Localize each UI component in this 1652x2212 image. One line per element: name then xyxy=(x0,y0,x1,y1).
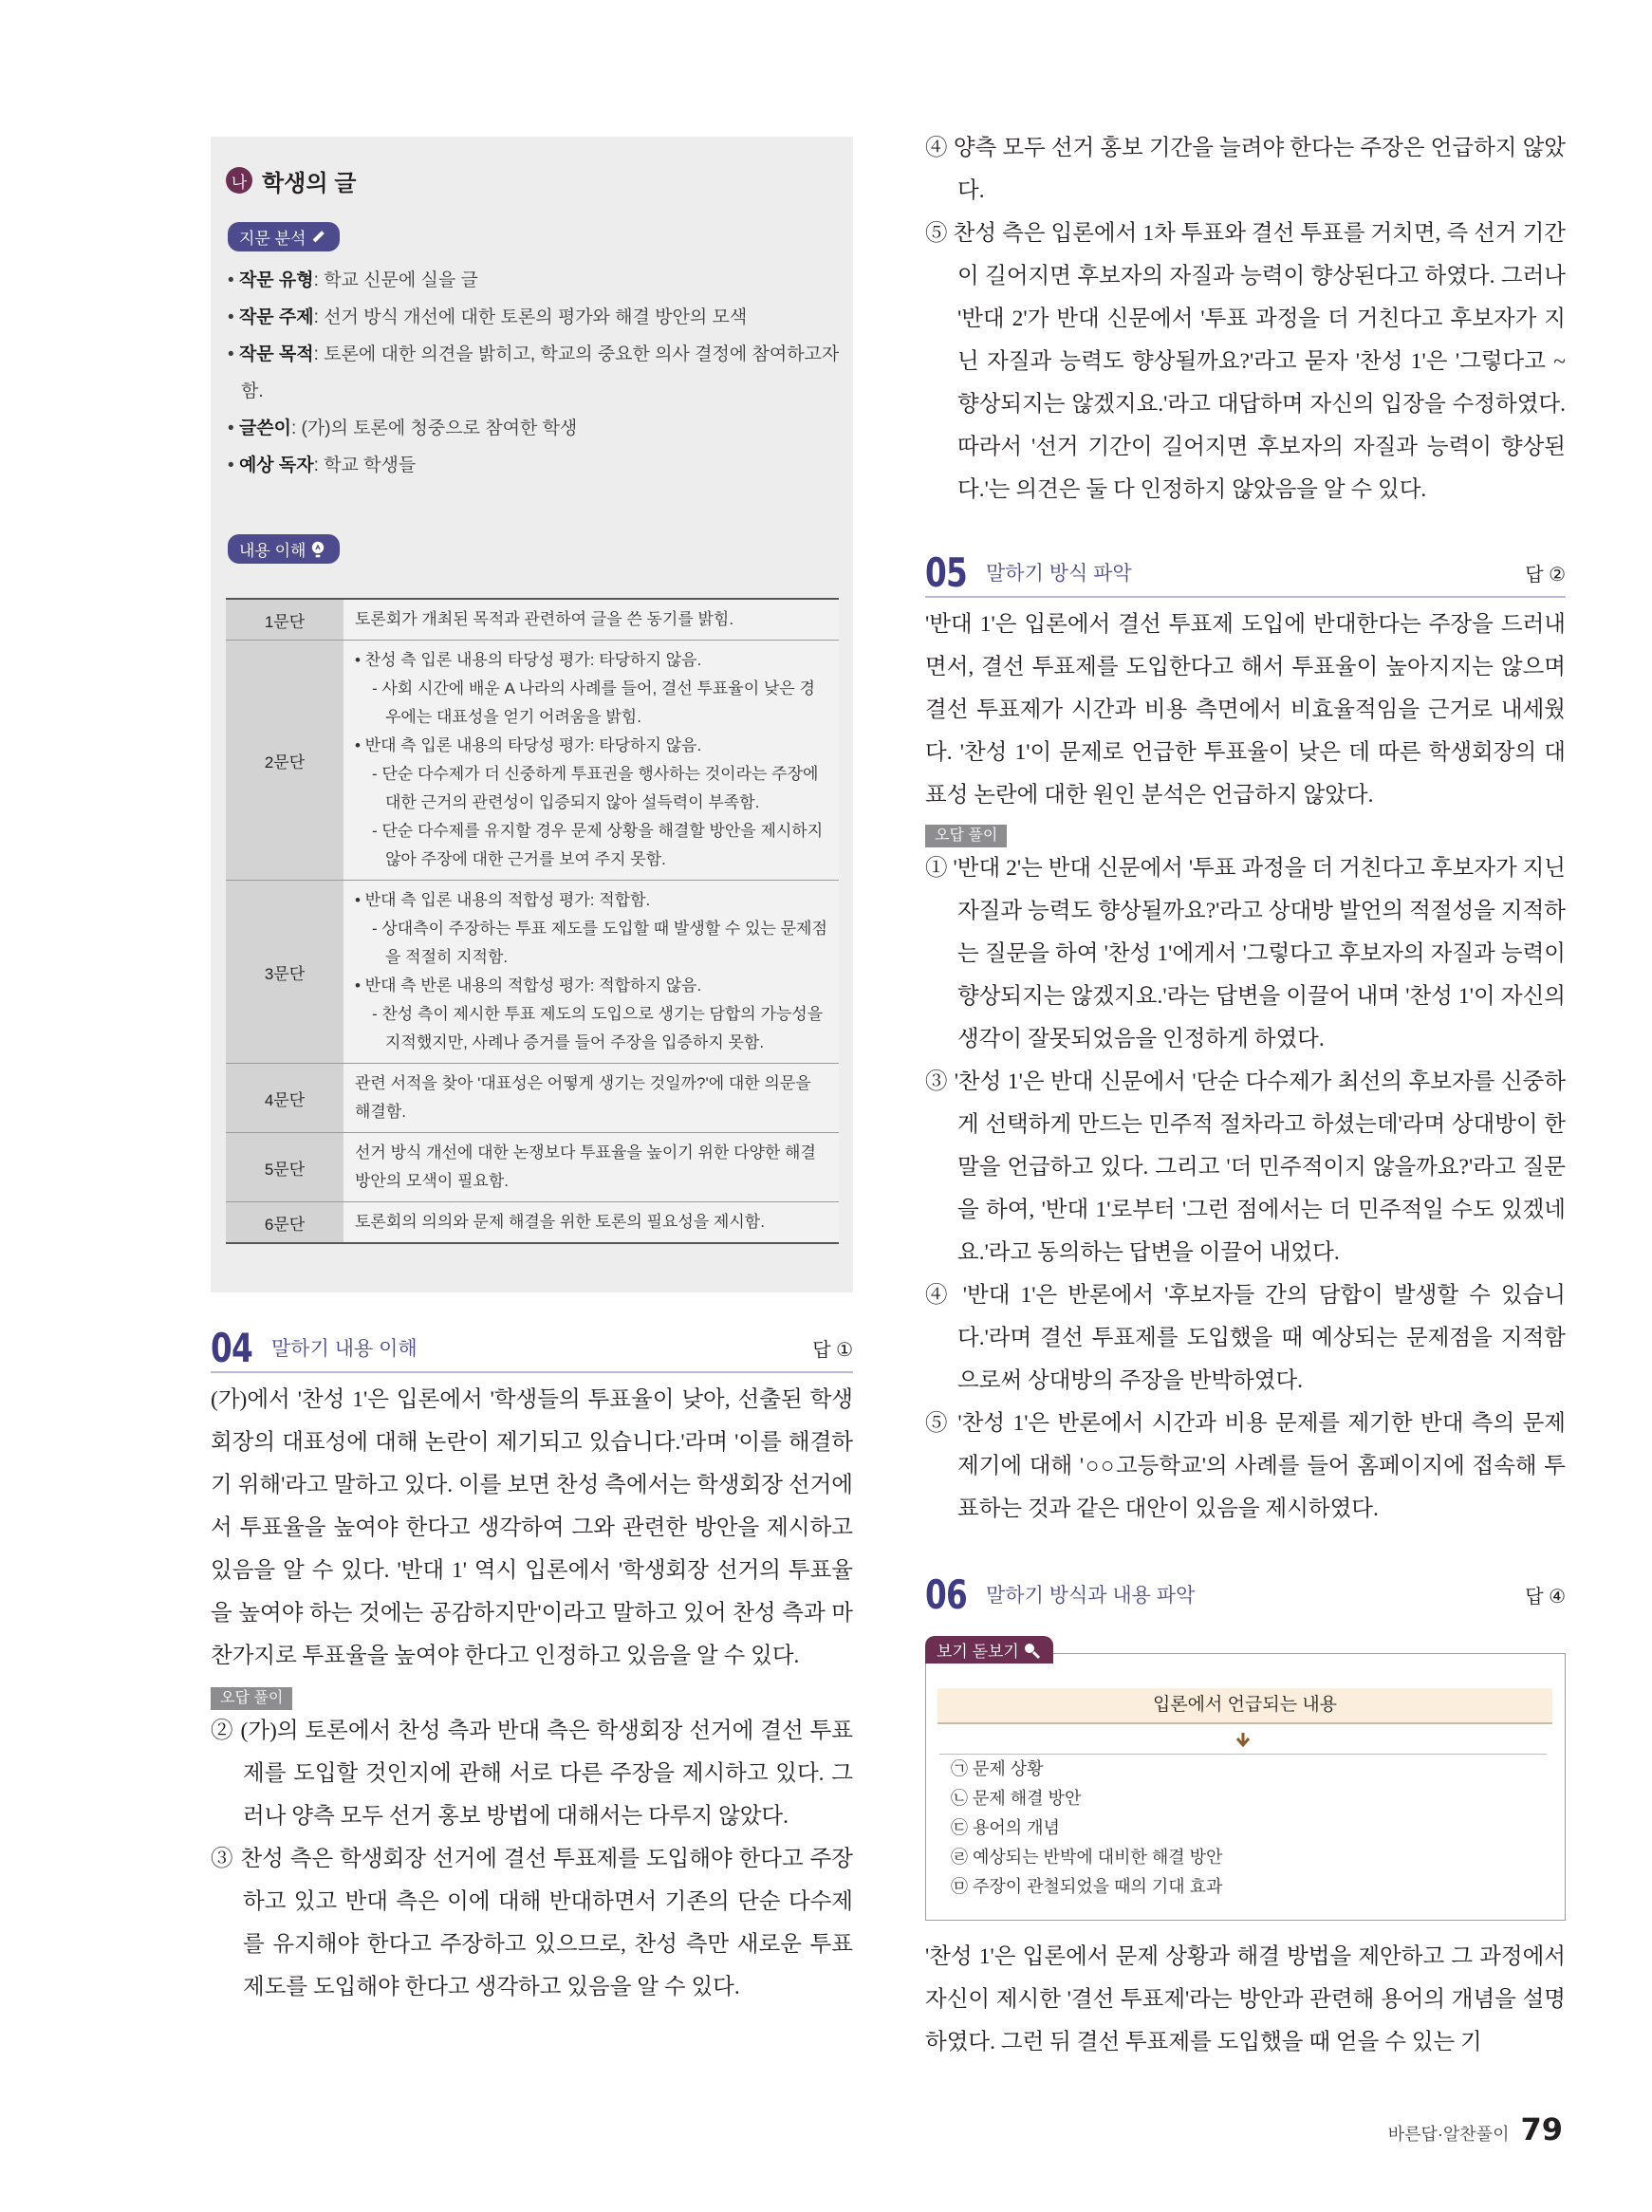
summary-label: 글쓴이 xyxy=(238,418,291,438)
header-rule xyxy=(211,1371,853,1373)
table-row xyxy=(226,881,839,1064)
summary-line: - 단순 다수제를 유지할 경우 문제 상황을 해결할 방안을 제시하지 않아 주장에 대한 근거를 보여 주지 못함. xyxy=(372,822,824,868)
page-number: 79 xyxy=(1520,2111,1563,2147)
passage-header xyxy=(226,159,356,201)
summary-item: • 작문 목적: 토론에 대한 의견을 밝히고, 학교의 중요한 의사 결정에 참여하고자 함. xyxy=(228,344,840,401)
wrong-answer-list xyxy=(211,1710,853,2009)
wrong-answer-item: ④ '반대 1'은 반론에서 '후보자들 간의 담합이 발생할 수 있습니다.'라며 결선 투표제를 도입했을 때 예상되는 문제점을 지적함으로써 상대방의 주장을 반박하였다. xyxy=(925,1283,1566,1393)
wrong-answer-tag: 오답 풀이 xyxy=(211,1687,292,1710)
paragraph-label: 6문단 xyxy=(226,1202,343,1244)
wrong-answer-item: ⑤ '찬성 1'은 반론에서 시간과 비용 문제를 제기한 반대 측의 문제 제기에 대해 '○○고등학교'의 사례를 들어 홈페이지에 접속해 투표하는 것과 같은 대안이 있음을 제시하였다. xyxy=(925,1411,1566,1521)
summary-label: 작문 유형 xyxy=(238,270,314,290)
summary-text: : (가)의 토론에 청중으로 참여한 학생 xyxy=(291,418,578,438)
table-row xyxy=(226,641,839,881)
bogi-item: ㉣ 예상되는 반박에 대비한 해결 방안 xyxy=(951,1848,1223,1867)
question-04 xyxy=(211,1324,853,2009)
summary-line: 관련 서적을 찾아 '대표성은 어떻게 생기는 것일까?'에 대한 의문을 해결함. xyxy=(355,1074,811,1121)
summary-line: 토론회의 의의와 문제 해결을 위한 토론의 필요성을 제시함. xyxy=(355,1213,765,1231)
summary-label: 작문 목적 xyxy=(238,344,314,364)
summary-line: 토론회가 개최된 목적과 관련하여 글을 쓴 동기를 밝힘. xyxy=(355,610,734,628)
summary-line: - 상대측이 주장하는 투표 제도를 도입할 때 발생할 수 있는 문제점을 적절히 지적함. xyxy=(372,920,827,966)
summary-item: • 작문 주제: 선거 방식 개선에 대한 토론의 평가와 해결 방안의 모색 xyxy=(228,307,748,327)
lightbulb-icon xyxy=(307,539,328,560)
summary-text: : 학교 학생들 xyxy=(313,455,417,475)
summary-line: 선거 방식 개선에 대한 논쟁보다 투표율을 높이기 위한 다양한 해결 방안의 모색이 필요함. xyxy=(355,1143,816,1190)
answer-label: 답 ① xyxy=(812,1339,853,1361)
question-05 xyxy=(925,548,1566,1531)
summary-line: - 사회 시간에 배운 A 나라의 사례를 들어, 결선 투표율이 낮은 경우에는 대표성을 얻기 어려움을 밝힘. xyxy=(372,679,815,726)
summary-line: - 찬성 측이 제시한 투표 제도의 도입으로 생기는 담합의 가능성을 지적했지만, 사례나 증거를 들어 주장을 입증하지 못함. xyxy=(372,1005,824,1051)
passage-badge: 나 xyxy=(226,167,252,194)
question-title: 말하기 방식 파악 xyxy=(986,563,1132,585)
summary-item: • 글쓴이: (가)의 토론에 청중으로 참여한 학생 xyxy=(228,418,578,438)
bogi-item: ㉤ 주장이 관철되었을 때의 기대 효과 xyxy=(951,1877,1223,1896)
table-row xyxy=(226,1064,839,1133)
summary-text: : 학교 신문에 실을 글 xyxy=(313,270,478,290)
question-number: 04 xyxy=(211,1324,253,1371)
bogi-item: ㉠ 문제 상황 xyxy=(951,1759,1044,1778)
summary-label: 예상 독자 xyxy=(238,455,314,475)
paragraph-summary xyxy=(343,599,839,641)
bogi-item: ㉢ 용어의 개념 xyxy=(951,1818,1060,1837)
summary-line: • 반대 측 반론 내용의 적합성 평가: 적합하지 않음. xyxy=(355,976,702,994)
question-header xyxy=(211,1324,853,1371)
question-06 xyxy=(925,1571,1566,1618)
summary-label: 작문 주제 xyxy=(238,307,314,327)
paragraph-summary xyxy=(343,1202,839,1244)
pencil-icon xyxy=(307,227,328,248)
summary-line: • 반대 측 입론 내용의 타당성 평가: 타당하지 않음. xyxy=(355,736,702,754)
question-title: 말하기 방식과 내용 파악 xyxy=(986,1585,1196,1607)
wrong-answer-item: ③ '찬성 1'은 반대 신문에서 '단순 다수제가 최선의 후보자를 신중하게 선택하게 만드는 민주적 절차라고 하셨는데'라며 상대방이 한 말을 언급하고 있다. 그리고 '더 민주적이지 않을까요?'라고 질문을 하여, '반대 1'로부터 '그런 점에서는 더 민주적일 수도 있겠네요.'라고 동의하는 답변을 이끌어 내었다. xyxy=(925,1069,1566,1265)
paragraph-label: 1문단 xyxy=(226,599,343,641)
paragraph-summary xyxy=(343,641,839,881)
passage-title: 학생의 글 xyxy=(262,170,357,196)
question-06-explanation: '찬성 1'은 입론에서 문제 상황과 해결 방법을 제안하고 그 과정에서 자신이 제시한 '결선 투표제'라는 방안과 관련해 용어의 개념을 설명하였다. 그런 뒤 결선 투표제를 도입했을 때 얻을 수 있는 기 xyxy=(925,1944,1566,2054)
paragraph-summary xyxy=(343,1064,839,1133)
table-row xyxy=(226,1133,839,1202)
footer-text: 바른답·알찬풀이 xyxy=(1387,2125,1510,2144)
question-explanation: '반대 1'은 입론에서 결선 투표제 도입에 반대한다는 주장을 드러내면서, 결선 투표제를 도입한다고 해서 투표율이 높아지지는 않으며 결선 투표제가 시간과 비용 측면에서 비효율적임을 근거로 내세웠다. '찬성 1'이 문제로 언급한 투표율이 낮은 데 따른 학생회장의 대표성 논란에 대한 원인 분석은 언급하지 않았다. 오답 풀이 ① '반대 2'는 반대 신문에서 '투표 과정을 더 거친다고 후보자가 지닌 자질과 능력도 향상될까요?'라고 상대방 발언의 적절성을 지적하는 질문을 하여 '찬성 1'에게서 '그렇다고 후보자의 자질과 능력이 향상되지는 않겠지요.'라는 답변을 이끌어 내며 '찬성 1'이 자신의 생각이 잘못되었음을 인정하게 하였다. ③ '찬성 1'은 반대 신문에서 '단순 다수제가 최선의 후보자를 신중하게 선택하게 만드는 민주적 절차라고 하셨는데'라며 상대방이 한 말을 언급하고 있다. 그리고 '더 민주적이지 않을까요?'라고 질문을 하여, '반대 1'로부터 '그런 점에서는 더 민주적일 수도 있겠네요.'라고 동의하는 답변을 이끌어 내었다. ④ '반대 1'은 반론에서 '후보자들 간의 담합이 발생할 수 있습니다.'라며 결선 투표제를 도입했을 때 예상되는 문제점을 지적함으로써 상대방의 주장을 반박하였다. ⑤ '찬성 1'은 반론에서 시간과 비용 문제를 제기한 반대 측의 문제 제기에 대해 '○○고등학교'의 사례를 들어 홈페이지에 접속해 투표하는 것과 같은 대안이 있음을 제시하였다. xyxy=(925,604,1566,1531)
question-number: 06 xyxy=(925,1571,968,1618)
content-tag: 내용 이해 xyxy=(228,534,340,564)
summary-line: • 찬성 측 입론 내용의 타당성 평가: 타당하지 않음. xyxy=(355,651,702,669)
paragraph-label: 3문단 xyxy=(226,881,343,1064)
wrong-answer-list-continued xyxy=(925,127,1566,511)
question-header xyxy=(925,548,1566,596)
summary-item: • 작문 유형: 학교 신문에 실을 글 xyxy=(228,270,478,290)
question-explanation: (가)에서 '찬성 1'은 입론에서 '학생들의 투표율이 낮아, 선출된 학생회장의 대표성에 대해 논란이 제기되고 있습니다.'라며 '이를 해결하기 위해'라고 말하고 있다. 이를 보면 찬성 측에서는 학생회장 선거에서 투표율을 높여야 한다고 생각하여 그와 관련한 방안을 제시하고 있음을 알 수 있다. '반대 1' 역시 입론에서 '학생회장 선거의 투표율을 높여야 하는 것에는 공감하지만'이라고 말하고 있어 찬성 측과 마찬가지로 투표율을 높여야 한다고 인정하고 있음을 알 수 있다. 오답 풀이 ② (가)의 토론에서 찬성 측과 반대 측은 학생회장 선거에 결선 투표제를 도입할 것인지에 관해 서로 다른 주장을 제시하고 있다. 그러나 양측 모두 선거 홍보 방법에 대해서는 다루지 않았다. ③ 찬성 측은 학생회장 선거에 결선 투표제를 도입해야 한다고 주장하고 있고 반대 측은 이에 대해 반대하면서 기존의 단순 다수제를 유지해야 한다고 주장하고 있으므로, 찬성 측만 새로운 투표 제도를 도입해야 한다고 생각하고 있음을 알 수 있다. xyxy=(211,1379,853,2009)
paragraph-label: 2문단 xyxy=(226,641,343,881)
question-title: 말하기 내용 이해 xyxy=(271,1338,418,1360)
question-number: 05 xyxy=(925,548,968,596)
wrong-answer-list xyxy=(925,847,1566,1531)
question-header xyxy=(925,1571,1566,1618)
wrong-answer-tag: 오답 풀이 xyxy=(925,825,1007,847)
arrow-down-icon xyxy=(1234,1731,1253,1748)
answer-label: 답 ④ xyxy=(1525,1586,1566,1608)
magnifier-icon xyxy=(1021,1640,1042,1661)
header-rule xyxy=(925,596,1566,598)
analysis-tag: 지문 분석 xyxy=(228,222,340,251)
bogi-title: 입론에서 언급되는 내용 xyxy=(937,1688,1552,1724)
bogi-tag: 보기 돋보기 xyxy=(925,1636,1053,1664)
paragraph-label: 4문단 xyxy=(226,1064,343,1133)
summary-line: - 단순 다수제가 더 신중하게 투표권을 행사하는 것이라는 주장에 대한 근거의 관련성이 입증되지 않아 설득력이 부족함. xyxy=(372,765,819,811)
bogi-item: ㉡ 문제 해결 방안 xyxy=(951,1789,1082,1808)
wrong-answer-item: ① '반대 2'는 반대 신문에서 '투표 과정을 더 거친다고 후보자가 지닌 자질과 능력도 향상될까요?'라고 상대방 발언의 적절성을 지적하는 질문을 하여 '찬성 1'에게서 '그렇다고 후보자의 자질과 능력이 향상되지는 않겠지요.'라는 답변을 이끌어 내며 '찬성 1'이 자신의 생각이 잘못되었음을 인정하게 하였다. xyxy=(925,856,1566,1051)
summary-line: • 반대 측 입론 내용의 적합성 평가: 적합함. xyxy=(355,891,651,909)
paragraph-label: 5문단 xyxy=(226,1133,343,1202)
summary-item: • 예상 독자: 학교 학생들 xyxy=(228,455,417,475)
analysis-summary-list xyxy=(228,262,845,484)
page-footer xyxy=(1388,2111,1563,2147)
wrong-answer-item: ⑤ 찬성 측은 입론에서 1차 투표와 결선 투표를 거치면, 즉 선거 기간이 길어지면 후보자의 자질과 능력이 향상된다고 하였다. 그러나 '반대 2'가 반대 신문에서 '투표 과정을 더 거친다고 후보자가 지닌 자질과 능력도 향상될까요?'라고 묻자 '찬성 1'은 '그렇다고 ~ 향상되지는 않겠지요.'라고 대답하며 자신의 입장을 수정하였다. 따라서 '선거 기간이 길어지면 후보자의 자질과 능력이 향상된다.'는 의견은 둘 다 인정하지 않았음을 알 수 있다. xyxy=(925,221,1566,502)
table-row xyxy=(226,599,839,641)
wrong-answer-item: ② (가)의 토론에서 찬성 측과 반대 측은 학생회장 선거에 결선 투표제를 도입할 것인지에 관해 서로 다른 주장을 제시하고 있다. 그러나 양측 모두 선거 홍보 방법에 대해서는 다루지 않았다. xyxy=(211,1719,853,1829)
answer-label: 답 ② xyxy=(1525,564,1566,586)
bogi-list xyxy=(939,1754,1547,1902)
wrong-answer-item: ③ 찬성 측은 학생회장 선거에 결선 투표제를 도입해야 한다고 주장하고 있고 반대 측은 이에 대해 반대하면서 기존의 단순 다수제를 유지해야 한다고 주장하고 있으므로, 찬성 측만 새로운 투표 제도를 도입해야 한다고 생각하고 있음을 알 수 있다. xyxy=(211,1847,853,1999)
question-04-continued xyxy=(925,127,1566,511)
paragraph-summary xyxy=(343,881,839,1064)
summary-text: : 선거 방식 개선에 대한 토론의 평가와 해결 방안의 모색 xyxy=(313,307,748,327)
paragraph-summary-table xyxy=(226,598,839,1244)
summary-text: : 토론에 대한 의견을 밝히고, 학교의 중요한 의사 결정에 참여하고자 함. xyxy=(241,344,840,401)
wrong-answer-item: ④ 양측 모두 선거 홍보 기간을 늘려야 한다는 주장은 언급하지 않았다. xyxy=(925,136,1566,203)
table-row xyxy=(226,1202,839,1244)
paragraph-summary xyxy=(343,1133,839,1202)
